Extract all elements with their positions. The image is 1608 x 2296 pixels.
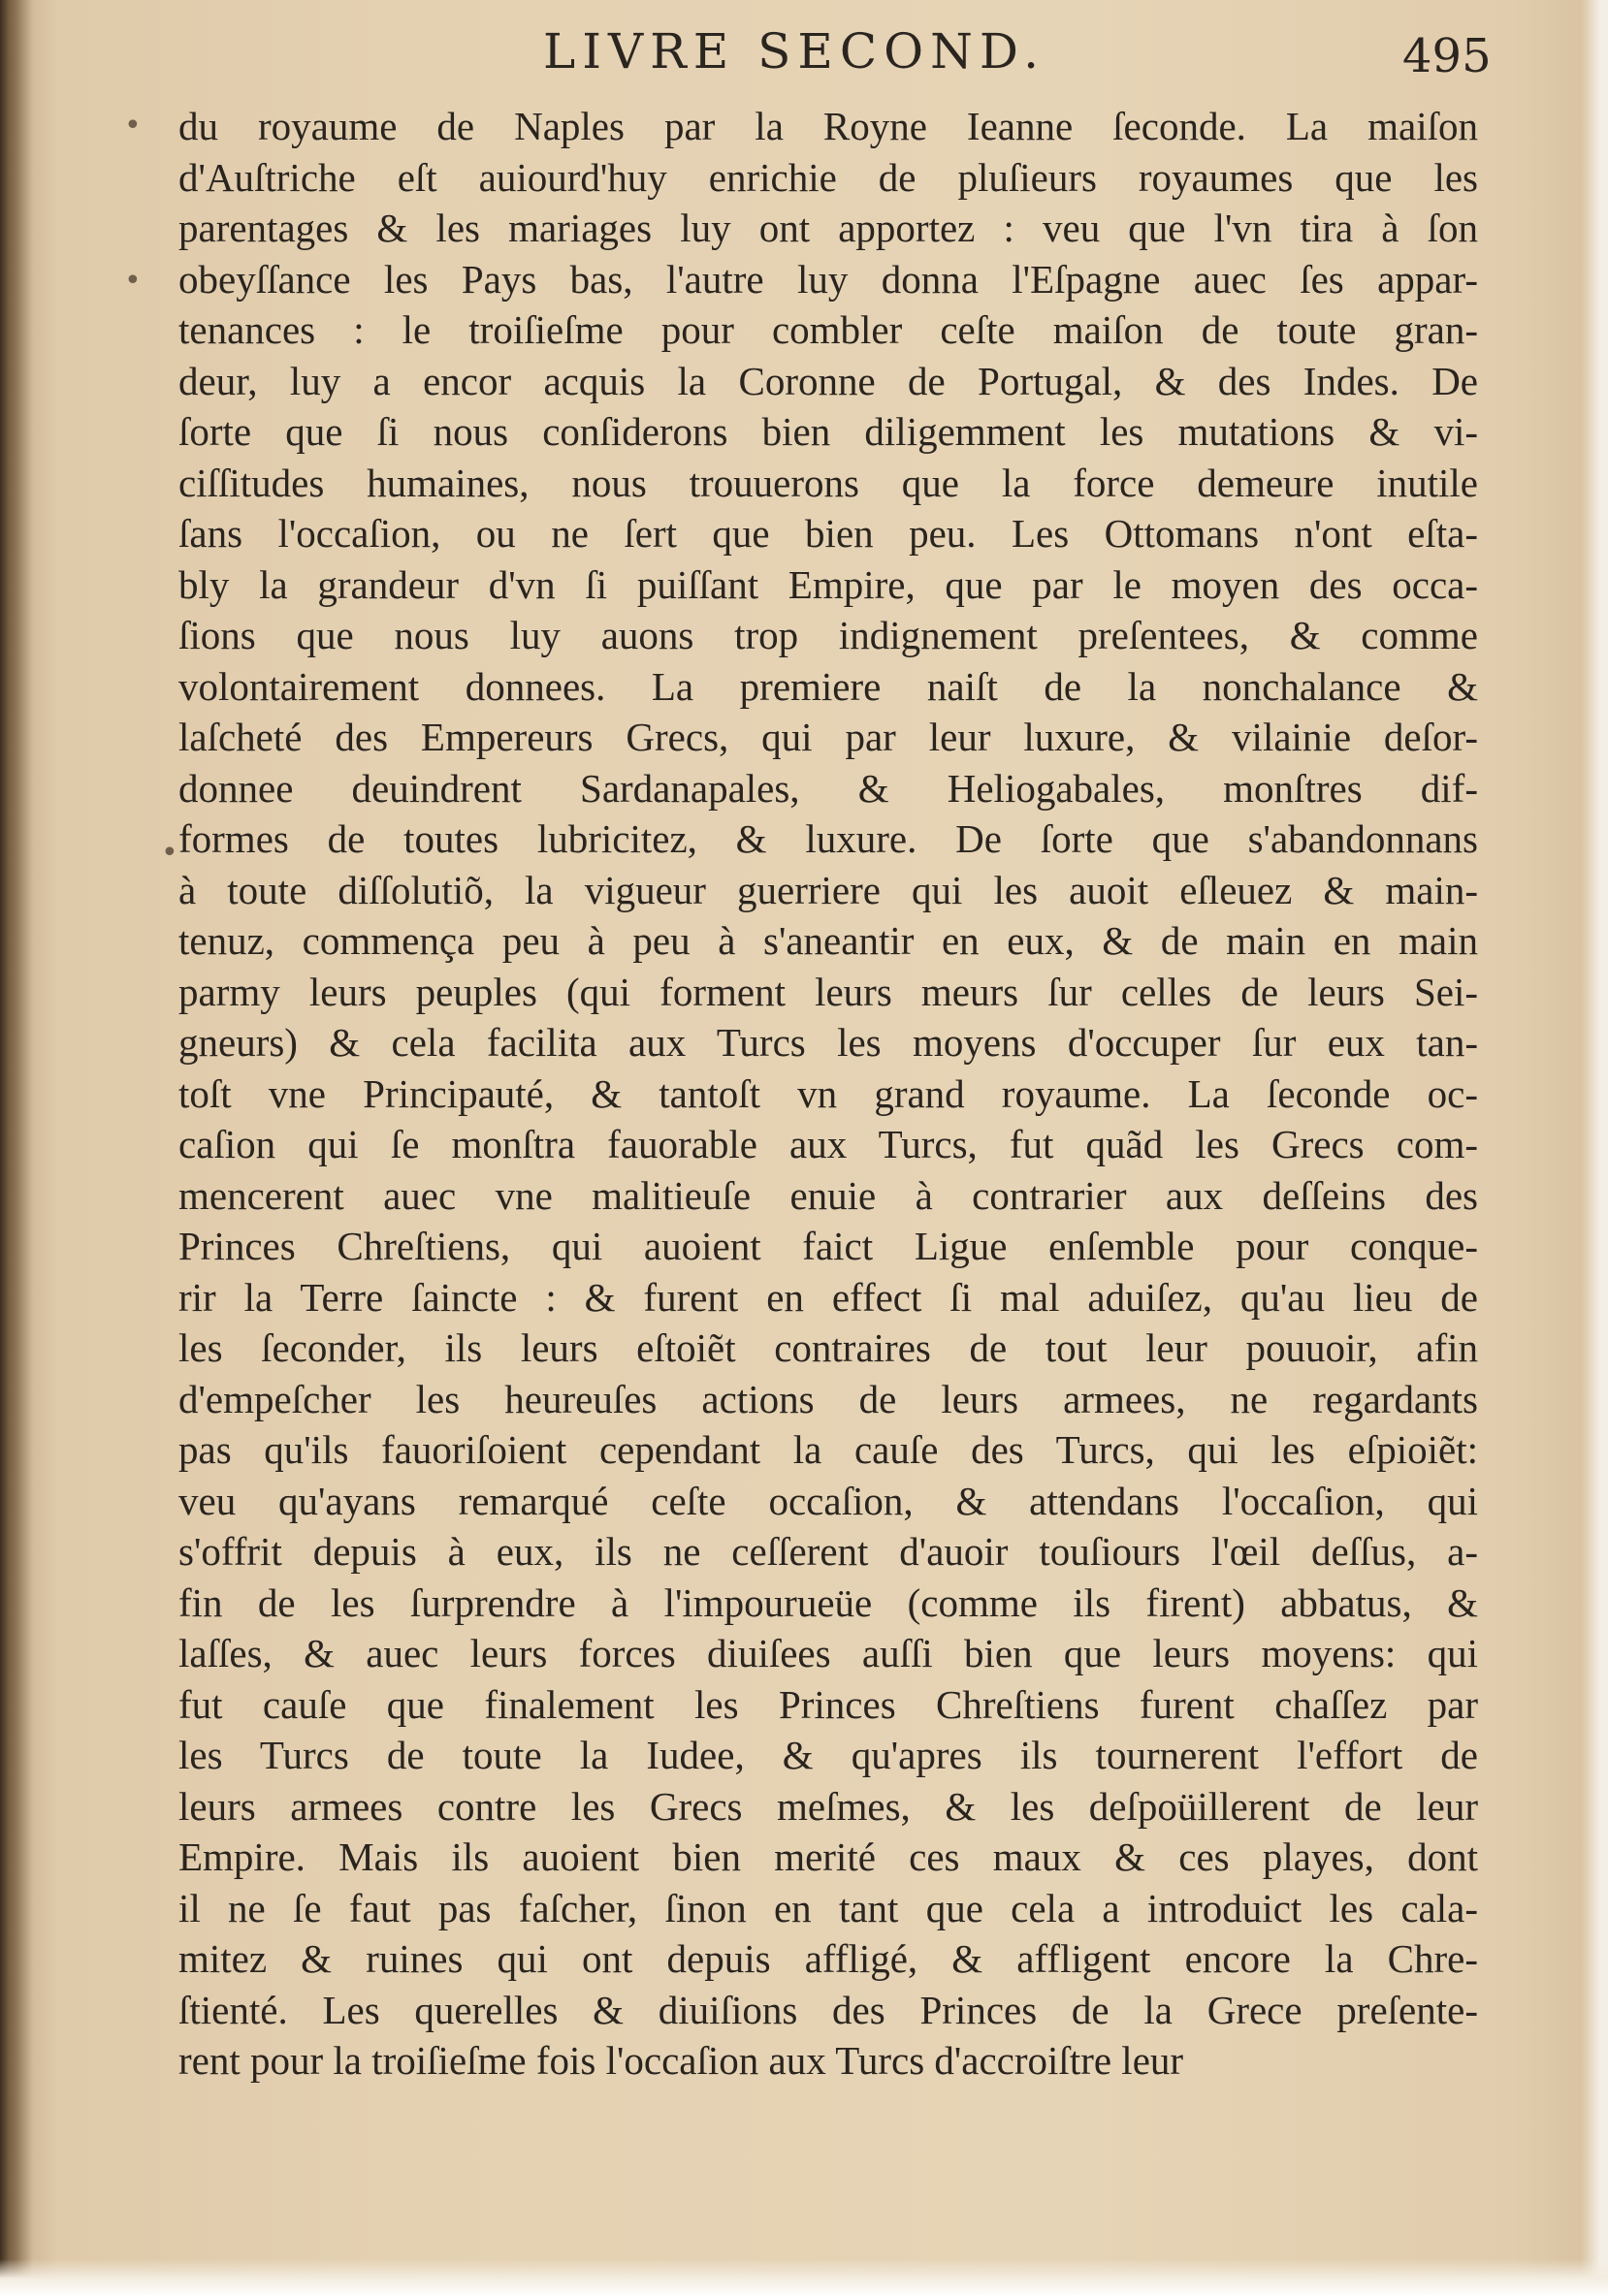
text-line: parmy leurs peuples (qui forment leurs meurs ſur celles de leurs Sei- bbox=[178, 969, 1478, 1014]
text-line: laſſes, & auec leurs forces diuiſees auſſi bien que leurs moyens: qui bbox=[178, 1631, 1478, 1675]
text-line: à toute diſſolutiõ, la vigueur guerriere qui les auoit eſleuez & main- bbox=[178, 867, 1478, 912]
text-line: Empire. Mais ils auoient bien merité ces maux & ces playes, dont bbox=[178, 1834, 1478, 1879]
text-line: ſtienté. Les querelles & diuiſions des Princes de la Grece preſente- bbox=[178, 1987, 1478, 2032]
text-line: obeyſſance les Pays bas, l'autre luy donna l'Eſpagne auec ſes appar- bbox=[178, 256, 1478, 302]
text-line: laſcheté des Empereurs Grecs, qui par leur luxure, & vilainie deſor- bbox=[178, 715, 1478, 759]
text-line: ſans l'occaſion, ou ne ſert que bien peu. Les Ottomans n'ont eſta- bbox=[178, 511, 1478, 556]
page-number: 495 bbox=[1402, 29, 1492, 83]
text-line: d'empeſcher les heureuſes actions de leurs armees, ne regardants bbox=[178, 1376, 1478, 1421]
text-line: rir la Terre ſaincte : & furent en effect ſi mal aduiſez, qu'au lieu de bbox=[178, 1274, 1478, 1320]
text-line: tenances : le troiſieſme pour combler ceſte maiſon de toute gran- bbox=[178, 307, 1478, 352]
text-line: fin de les ſurprendre à l'impourueüe (comme ils firent) abbatus, & bbox=[178, 1579, 1478, 1625]
text-line: donnee deuindrent Sardanapales, & Heliogabales, monſtres dif- bbox=[178, 765, 1478, 811]
running-head: LIVRE SECOND. bbox=[543, 23, 1046, 80]
text-line: gneurs) & cela facilita aux Turcs les moyens d'occuper ſur eux tan- bbox=[178, 1020, 1478, 1065]
margin-bullet-mark: • bbox=[161, 836, 178, 870]
text-line: d'Auſtriche eſt auiourd'huy enrichie de pluſieurs royaumes que les bbox=[178, 154, 1478, 200]
text-line: rent pour la troiſieſme fois l'occaſion aux Turcs d'accroiſtre leur bbox=[178, 2038, 1184, 2083]
text-line: toſt vne Principauté, & tantoſt vn grand royaume. La ſeconde oc- bbox=[178, 1070, 1478, 1116]
text-line: parentages & les mariages luy ont apportez : veu que l'vn tira à ſon bbox=[178, 206, 1478, 250]
binding-gutter-shadow bbox=[0, 0, 33, 2296]
text-line: formes de toutes lubricitez, & luxure. De ſorte que s'abandonnans bbox=[178, 816, 1478, 861]
text-line: il ne ſe faut pas faſcher, ſinon en tant que cela a introduict les cala- bbox=[178, 1885, 1478, 1930]
text-line: leurs armees contre les Grecs meſmes, & les deſpoüillerent de leur bbox=[178, 1783, 1478, 1829]
text-line: bly la grandeur d'vn ſi puiſſant Empire, que par le moyen des occa- bbox=[178, 561, 1478, 607]
text-line: deur, luy a encor acquis la Coronne de Portugal, & des Indes. De bbox=[178, 358, 1478, 403]
page-bottom-edge bbox=[0, 2259, 1608, 2296]
text-line: s'offrit depuis à eux, ils ne ceſſerent d'auoir touſiours l'œil deſſus, a- bbox=[178, 1529, 1478, 1574]
text-line: fut cauſe que finalement les Princes Chreſtiens furent chaſſez par bbox=[178, 1681, 1478, 1727]
body-text bbox=[178, 101, 1478, 2087]
text-line: mencerent auec vne malitieuſe enuie à contrarier aux deſſeins des bbox=[178, 1172, 1478, 1218]
text-line: volontairement donnees. La premiere naiſt de la nonchalance & bbox=[178, 663, 1478, 709]
text-line: ſorte que ſi nous conſiderons bien diligemment les mutations & vi- bbox=[178, 409, 1478, 454]
margin-bullet-mark: • bbox=[124, 109, 142, 143]
text-line: les Turcs de toute la Iudee, & qu'apres ils tournerent l'effort de bbox=[178, 1733, 1478, 1777]
text-line: tenuz, commença peu à peu à s'aneantir en eux, & de main en main bbox=[178, 918, 1478, 963]
text-line: pas qu'ils fauoriſoient cependant la cauſe des Turcs, qui les eſpioiẽt: bbox=[178, 1427, 1478, 1472]
text-line: caſion qui ſe monſtra fauorable aux Turcs, fut quãd les Grecs com- bbox=[178, 1122, 1478, 1166]
text-line: ſions que nous luy auons trop indignement preſentees, & comme bbox=[178, 613, 1478, 657]
text-line: mitez & ruines qui ont depuis affligé, & affligent encore la Chre- bbox=[178, 1936, 1478, 1981]
text-line: du royaume de Naples par la Royne Ieanne ſeconde. La maiſon bbox=[178, 104, 1478, 148]
text-line: veu qu'ayans remarqué ceſte occaſion, & attendans l'occaſion, qui bbox=[178, 1478, 1478, 1523]
text-line: les ſeconder, ils leurs eſtoiẽt contraires de tout leur pouuoir, afin bbox=[178, 1325, 1478, 1370]
text-line: ciſſitudes humaines, nous trouuerons que la force demeure inutile bbox=[178, 460, 1478, 505]
text-line: Princes Chreſtiens, qui auoient faict Ligue enſemble pour conque- bbox=[178, 1224, 1478, 1268]
margin-bullet-mark: • bbox=[124, 264, 142, 298]
